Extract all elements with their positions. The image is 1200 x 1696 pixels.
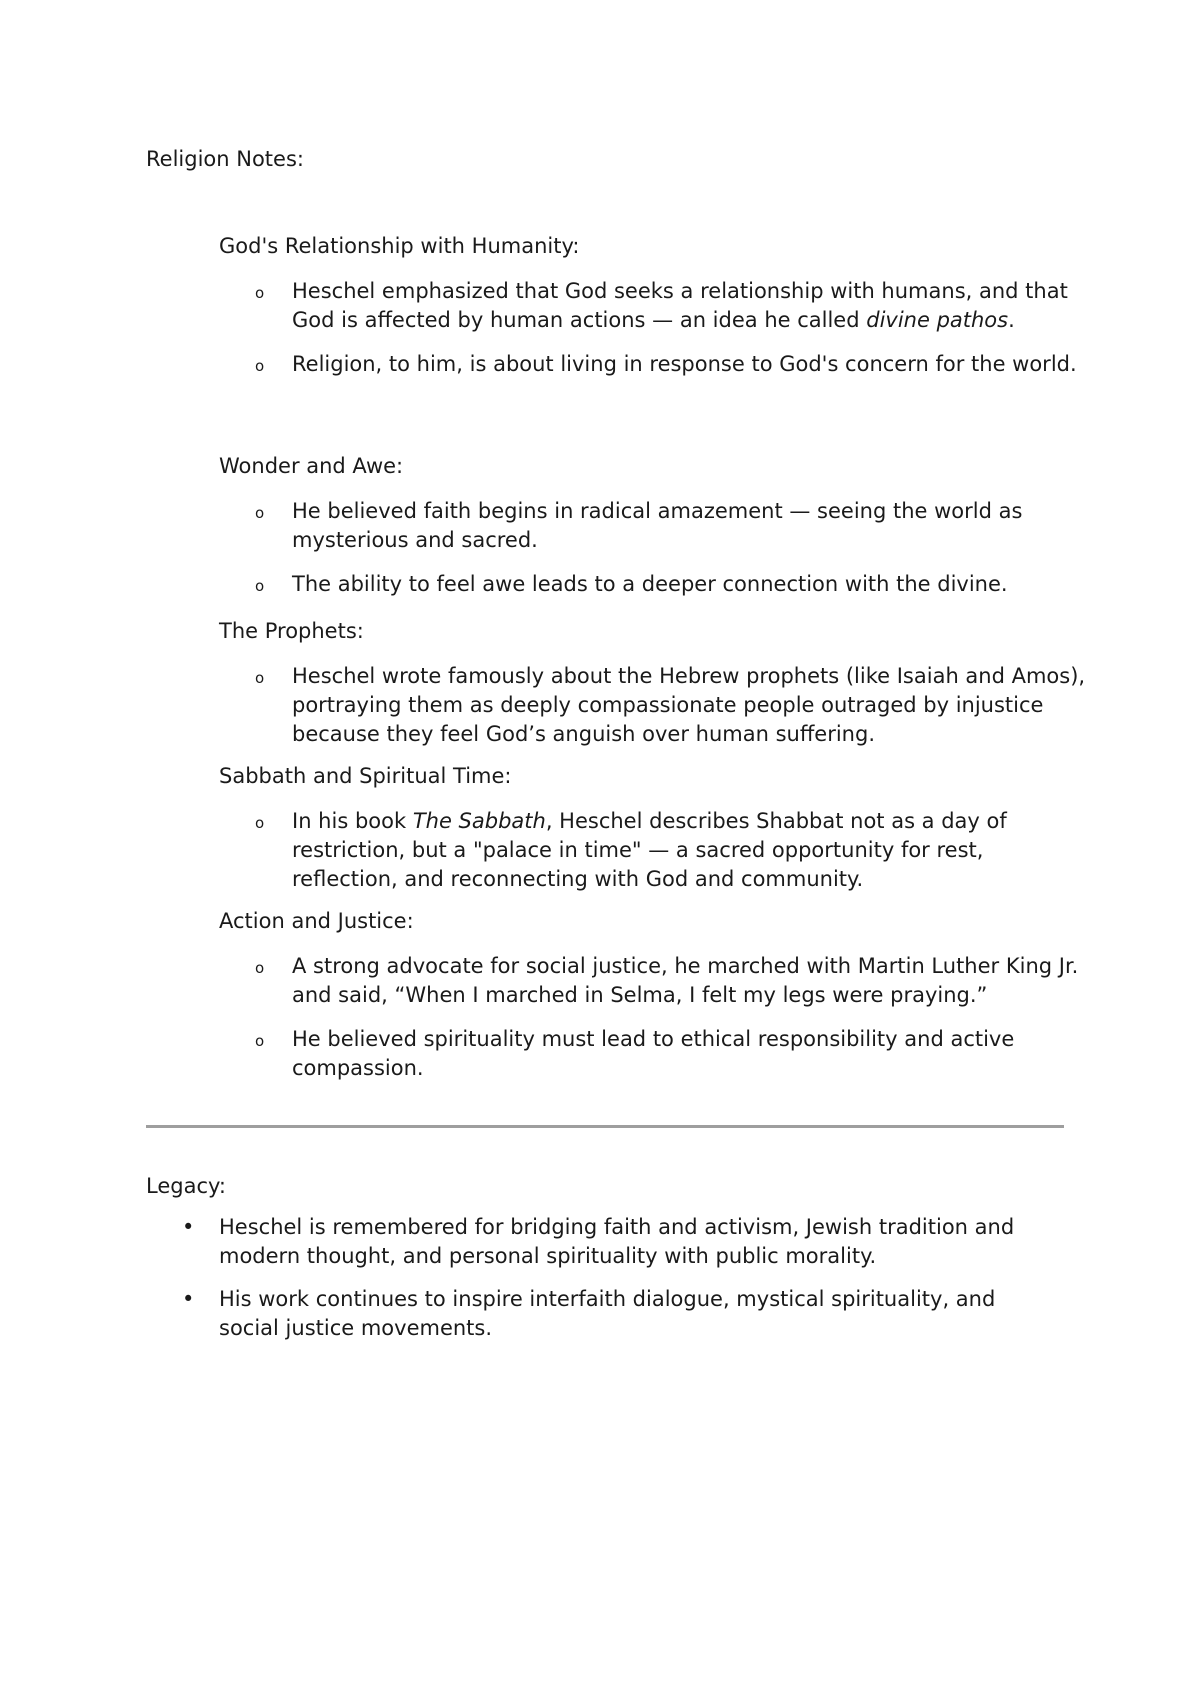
list-item — [146, 1213, 1059, 1271]
sub-list — [219, 807, 1079, 894]
section-gods-relationship — [219, 232, 1079, 379]
document-title: Religion Notes: — [146, 147, 304, 171]
horizontal-divider — [146, 1125, 1064, 1128]
list-item — [219, 350, 1092, 379]
sub-list — [219, 277, 1079, 379]
list-item — [219, 570, 1092, 599]
item-text: He believed faith begins in radical amazement — seeing the world as mysterious and sacred. — [292, 499, 1023, 552]
sub-bullet-marker: o — [255, 504, 265, 522]
item-text: Heschel wrote famously about the Hebrew prophets (like Isaiah and Amos), portraying them as deeply compassionate people outraged by injustice because they feel God’s anguish over human suffering. — [292, 664, 1086, 746]
item-emphasis: The Sabbath — [412, 809, 546, 833]
sub-bullet-marker: o — [255, 357, 265, 375]
item-text: A strong advocate for social justice, he marched with Martin Luther King Jr. and said, “When I marched in Selma, I felt my legs were praying.” — [292, 954, 1079, 1007]
section-sabbath — [219, 762, 1079, 894]
section-heading: The Prophets: — [219, 619, 364, 643]
item-text: His work continues to inspire interfaith dialogue, mystical spirituality, and social justice movements. — [219, 1287, 996, 1340]
legacy-list — [146, 1213, 1066, 1357]
item-text: Heschel emphasized that God seeks a relationship with humans, and that God is affected by human actions — an idea he called — [292, 279, 1068, 332]
legacy-heading: Legacy: — [146, 1174, 226, 1198]
sub-bullet-marker: o — [255, 669, 265, 687]
sub-bullet-marker: o — [255, 814, 265, 832]
sub-bullet-marker: o — [255, 577, 265, 595]
sub-bullet-marker: o — [255, 1032, 265, 1050]
list-item — [219, 277, 1092, 335]
item-emphasis: divine pathos — [866, 308, 1009, 332]
item-text-before: In his book — [292, 809, 413, 833]
item-text-after: . — [1008, 308, 1015, 332]
item-text: , Heschel describes Shabbat not as a day of restriction, but a "palace in time" — a sacred opportunity for rest, reflection, and reconnecting with God and community. — [292, 809, 1007, 891]
list-item — [219, 1025, 1092, 1083]
section-the-prophets — [219, 617, 1086, 749]
sub-bullet-marker: o — [255, 959, 265, 977]
sub-list — [219, 662, 1086, 749]
sub-list — [219, 497, 1079, 599]
list-item — [219, 497, 1092, 555]
item-text: Religion, to him, is about living in response to God's concern for the world. — [292, 352, 1077, 376]
section-wonder-and-awe — [219, 452, 1079, 599]
section-action-and-justice — [219, 907, 1079, 1083]
sub-list — [219, 952, 1079, 1083]
bullet-marker: • — [182, 1215, 195, 1239]
section-heading: God's Relationship with Humanity: — [219, 234, 580, 258]
list-item — [219, 662, 1092, 749]
section-heading: Wonder and Awe: — [219, 454, 404, 478]
bullet-marker: • — [182, 1287, 195, 1311]
section-heading: Sabbath and Spiritual Time: — [219, 764, 512, 788]
list-item — [219, 807, 1092, 894]
list-item — [219, 952, 1092, 1010]
item-text: He believed spirituality must lead to ethical responsibility and active compassion. — [292, 1027, 1015, 1080]
item-text: Heschel is remembered for bridging faith and activism, Jewish tradition and modern thought, and personal spirituality with public morality. — [219, 1215, 1015, 1268]
sub-bullet-marker: o — [255, 284, 265, 302]
section-heading: Action and Justice: — [219, 909, 414, 933]
item-text: The ability to feel awe leads to a deeper connection with the divine. — [292, 572, 1008, 596]
list-item — [146, 1285, 1059, 1343]
